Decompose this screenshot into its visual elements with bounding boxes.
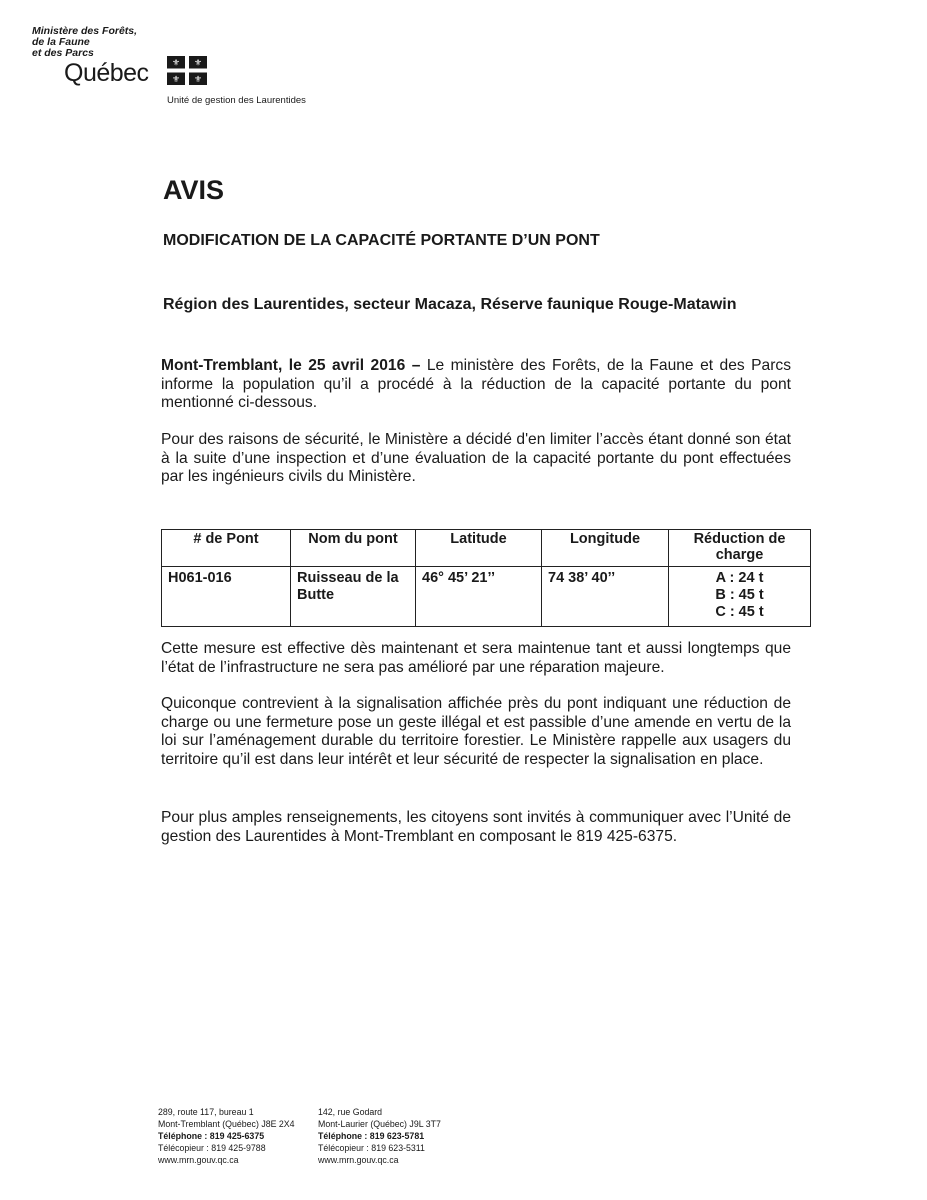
charge-a: A : 24 t [715, 570, 764, 586]
footer-city: Mont-Laurier (Québec) J9L 3T7 [318, 1119, 441, 1129]
col-header-longitude: Longitude [542, 530, 669, 567]
quebec-logo-text: Québec [64, 59, 149, 87]
footer-city: Mont-Tremblant (Québec) J8E 2X4 [158, 1119, 295, 1129]
ministry-name [32, 26, 137, 59]
ministry-line: Ministère des Forêts, [32, 25, 138, 37]
ministry-line: de la Faune [32, 36, 90, 48]
svg-text:⚜: ⚜ [171, 58, 181, 69]
paragraph-safety: Pour des raisons de sécurité, le Ministère a décidé d'en limiter l’accès étant donné son état à la suite d’une inspection et d’une évaluation de la capacité portante du pont effectuées par les ingénieurs civils du Ministère. [161, 431, 791, 485]
charge-c: C : 45 t [715, 604, 764, 620]
col-header-bridge-name: Nom du pont [291, 530, 416, 567]
footer-address: 142, rue Godard [318, 1107, 383, 1117]
footer-address: 289, route 117, bureau 1 [158, 1107, 254, 1117]
intro-text: Le ministère des Forêts, de la Faune et des Parcs informe la population qu’il a procédé à la réduction de la capacité portante du pont mentionné ci-dessous. [161, 357, 791, 411]
charge-b: B : 45 t [715, 587, 764, 603]
quebec-flag-icon [167, 56, 207, 85]
cell-bridge-number: H061-016 [162, 567, 291, 627]
footer-fax: Télécopieur : 819 623-5311 [318, 1143, 425, 1153]
col-header-load-reduction: Réduction de charge [669, 530, 811, 567]
svg-text:⚜: ⚜ [171, 75, 181, 85]
footer-website: www.mrn.gouv.qc.ca [158, 1155, 239, 1165]
paragraph-effective: Cette mesure est effective dès maintenant et sera maintenue tant et aussi longtemps que l’état de l’infrastructure ne sera pas amélioré par une réparation majeure. [161, 640, 791, 676]
paragraph-contact: Pour plus amples renseignements, les citoyens sont invités à communiquer avec l’Unité de gestion des Laurentides à Mont-Tremblant en composant le 819 425-6375. [161, 809, 791, 845]
footer-office-mont-laurier [318, 1106, 441, 1166]
page-title: AVIS [163, 175, 225, 205]
cell-bridge-name: Ruisseau de la Butte [291, 567, 416, 627]
cell-load-reduction [669, 567, 811, 627]
svg-text:⚜: ⚜ [193, 58, 203, 69]
footer-fax: Télécopieur : 819 425-9788 [158, 1143, 266, 1153]
col-header-bridge-number: # de Pont [162, 530, 291, 567]
footer-phone: Téléphone : 819 425-6375 [158, 1131, 265, 1141]
cell-longitude: 74 38’ 40’’ [542, 567, 669, 627]
page-subtitle: MODIFICATION DE LA CAPACITÉ PORTANTE D’UN PONT [163, 232, 600, 249]
footer-phone: Téléphone : 819 623-5781 [318, 1131, 425, 1141]
ministry-line: et des Parcs [32, 47, 94, 59]
paragraph-warning: Quiconque contrevient à la signalisation affichée près du pont indiquant une réduction de charge ou une fermeture pose un geste illégal et est passible d’une amende en vertu de la loi sur l’aménagement durable du territoire forestier. Le Ministère rappelle aux usagers du territoire qu’il est dans leur intérêt et leur sécurité de respecter la signalisation en place. [161, 695, 791, 768]
bridge-table [161, 529, 811, 627]
svg-text:⚜: ⚜ [193, 75, 203, 85]
table-row [162, 567, 811, 627]
unit-name: Unité de gestion des Laurentides [167, 95, 306, 106]
cell-latitude: 46° 45’ 21’’ [416, 567, 542, 627]
footer-website: www.mrn.gouv.qc.ca [318, 1155, 399, 1165]
intro-paragraph [161, 357, 791, 413]
table-header-row [162, 530, 811, 567]
footer-office-mont-tremblant [158, 1106, 295, 1166]
dateline: Mont-Tremblant, le 25 avril 2016 – [161, 357, 421, 374]
col-header-latitude: Latitude [416, 530, 542, 567]
region-heading: Région des Laurentides, secteur Macaza, Réserve faunique Rouge-Matawin [163, 296, 737, 313]
